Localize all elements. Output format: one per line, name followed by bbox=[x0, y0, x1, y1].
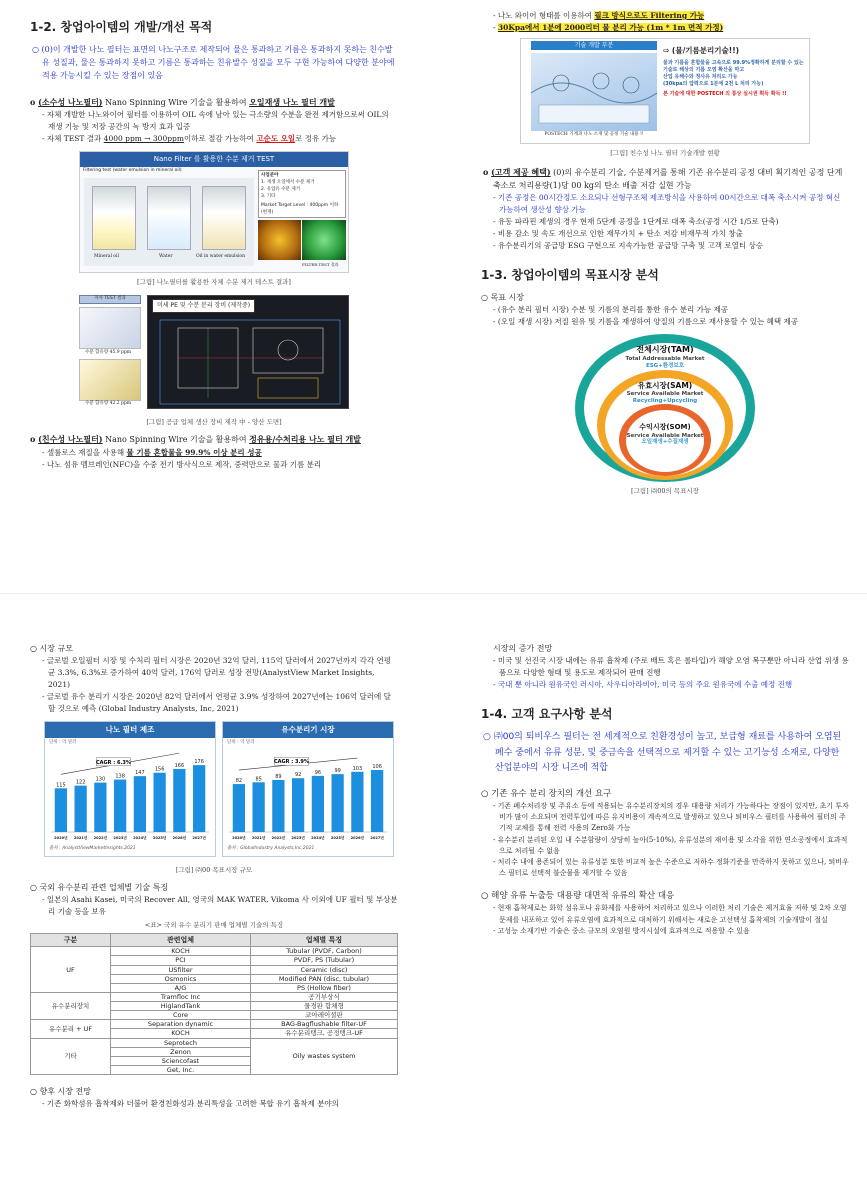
chart-tick-label: 2024년 bbox=[133, 836, 147, 841]
market-size-title: ○ 시장 규모 bbox=[30, 644, 73, 653]
outlook-sub: - 기존 화학섬유 흡착제와 더불어 환경친화성과 분리특성을 고려한 복합 유기 흡착제 분야의 bbox=[42, 1099, 339, 1109]
table-cell-category: UF bbox=[31, 947, 111, 993]
table-cell-feature: Oily wastes system bbox=[251, 1038, 398, 1075]
figure-3-bottom: POSTECH 기계과 나노 소재 및 공정 기술 내용 !! bbox=[544, 132, 644, 137]
chart-data-label: 176 bbox=[194, 759, 204, 766]
table-cell-company: KOCH bbox=[111, 947, 251, 956]
sea-spill-sub-1: - 현재 흡착제로는 화학 섬유포나 유화제를 사용하여 처리하고 있으나 이러한 처리 기술은 제거효율 저하 및 2차 오염문제를 내포하고 있어 유류오염에 효과적으로 대처하기 위해서는 새로운 고선택성 흡착제의 기술개발이 절실 bbox=[493, 904, 847, 924]
table-body bbox=[31, 947, 398, 1075]
table-cell-category: 유수분리 + UF bbox=[31, 1020, 111, 1038]
market-size-sub-1: - 글로벌 오일필터 시장 및 수처리 필터 시장은 2020년 32억 달러, 115억 달러에서 2027년까지 각각 연평균 3.3%, 6.3%로 증가하여 40억 달러, 176억 달러로 성장 전망(AnalystView Market Insights, 2021) bbox=[42, 656, 392, 690]
intro-paragraph: ○ (0)이 개발한 나노 필터는 표면의 나노구조로 제작되어 물은 통과하고 기름은 통과하지 못하는 친수발유 성질과, 물은 통과하지 못하고 기름은 통과하는 친유발수 성질을 모두 구현 가능하여 다양한 분야에 적용 가능시킬 수 있는 장점이 있음 bbox=[32, 44, 395, 80]
som-title: 수익시장(SOM) bbox=[639, 423, 691, 432]
top-right-column bbox=[481, 10, 849, 500]
hydrophilic-sub-2: - 나노 섬유 멤브레인(NFC)을 수중 전기 방사식으로 제작, 중력만으로 물과 기름 분리 bbox=[42, 459, 322, 469]
outlook-sub-2: - 국내 뿐 아니라 원유국인 러시아, 사우디아라비아, 미국 등의 주요 원유국에 수출 예정 진행 bbox=[493, 680, 793, 690]
chart-panel-nanofilter bbox=[44, 721, 216, 857]
caption-figure-1: [그림] 나노필터를 활용한 자체 수분 제거 테스트 결과] bbox=[137, 278, 291, 287]
overseas-company-table bbox=[30, 933, 398, 1076]
figure-1-subtitle: Filtering test (water emulsion in mineral oil) bbox=[83, 168, 182, 174]
table-cell-feature: Ceramic (disc) bbox=[251, 965, 398, 974]
beaker-mineral-oil bbox=[92, 186, 136, 250]
chart-data-label: 130 bbox=[95, 776, 106, 783]
hydrophobic-sub-2: - 자체 TEST 결과 4000 ppm → 300ppm이하로 절감 가능하여 고순도 오일로 정유 가능 bbox=[42, 134, 337, 144]
label-water: Water bbox=[159, 254, 173, 260]
table-cell-feature: Tubular (PVDF, Carbon) bbox=[251, 947, 398, 956]
table-cell-category: 기타 bbox=[31, 1038, 111, 1075]
section-heading-1-3: 1-3. 창업아이템의 목표시장 분석 bbox=[481, 268, 659, 283]
table-header-row bbox=[31, 933, 398, 947]
chart-bar bbox=[253, 782, 265, 832]
chart-2-title: 유수분리기 시장 bbox=[223, 722, 393, 738]
improvement-title: ○ 기존 유수 분리 장치의 개선 요구 bbox=[481, 789, 612, 800]
filter-test-label: FILTER TEST 결과 bbox=[302, 262, 339, 268]
table-row bbox=[31, 947, 398, 956]
membrane-illustration bbox=[531, 53, 657, 131]
sea-spill-title: ○ 해양 유류 누출등 대용량 대면적 유류의 확산 대응 bbox=[481, 891, 675, 902]
bottom-right-column bbox=[481, 642, 849, 937]
table-cell-company: PCI bbox=[111, 956, 251, 965]
chart-bar bbox=[173, 769, 185, 832]
bullet-customer-benefit: o (고객 제공 혜택) (0)의 유수분리 기술, 수분제거를 통해 기존 유수분리 공정 대비 획기적인 공정 단계 축소로 처리용량(1)당 00 kg의 탄소 배출 저감 실현 가능 bbox=[483, 167, 843, 191]
table-row bbox=[31, 992, 398, 1001]
chart-tick-label: 2022년 bbox=[93, 836, 108, 841]
test-result-panel bbox=[79, 295, 141, 409]
chart-bar bbox=[371, 770, 383, 832]
table-cell-company: Seprotech bbox=[111, 1038, 251, 1047]
figure-3-title: 기술 개발 부분 bbox=[531, 41, 657, 50]
benefit-sub-2: - 유동 파라핀 제생의 경우 현재 5단계 공정을 1단계로 대폭 축소(공정 시간 1/5로 단축) bbox=[493, 217, 779, 227]
chart-tick-label: 2022년 bbox=[271, 836, 286, 841]
chart-tick-label: 2026년 bbox=[350, 836, 365, 841]
label-emulsion: Oil in water emulsion bbox=[196, 254, 245, 260]
table-cell-feature: 유수분리탱크, 공정탱크-UF bbox=[251, 1029, 398, 1038]
cad-drawing-title: 미세 PE 및 수분 분리 장비 (제작중) bbox=[152, 299, 255, 312]
chart-2-svg bbox=[223, 738, 393, 844]
chart-bar bbox=[351, 772, 363, 832]
beaker-water bbox=[147, 186, 191, 250]
outlook-continued: 시장의 증가 전망 bbox=[493, 644, 553, 653]
sam-title: 유효시장(SAM) bbox=[637, 381, 693, 391]
tam-sam-som-diagram bbox=[575, 334, 755, 482]
benefit-sub-3: - 비용 감소 및 속도 개선으로 인한 재무가치 + 탄소 저감 비재무적 가치 창출 bbox=[493, 229, 743, 239]
chart-bar bbox=[272, 780, 284, 832]
tam-note: ESG+환경보호 bbox=[645, 363, 685, 370]
table-cell-feature: 물경판 합체형 bbox=[251, 1002, 398, 1011]
caption-figure-5: [그림] ㈜00 목표시장 규모 bbox=[175, 866, 253, 875]
customer-intro: ○ ㈜00의 퇴비우스 필터는 전 세계적으로 친환경성이 높고, 보급형 재료를 사용하여 오염된 폐수 중에서 유류 성분, 및 중금속을 선택적으로 제거할 수 있는 고기능성 소재로, 다양한 산업분야의 시장 니즈에 적합 bbox=[483, 731, 842, 774]
table-cell-category: 유수분리장치 bbox=[31, 992, 111, 1019]
table-cell-company: HiglandTank bbox=[111, 1002, 251, 1011]
chart-1-title: 나노 필터 제조 bbox=[45, 722, 215, 738]
table-cell-feature: PS (Hollow fiber) bbox=[251, 983, 398, 992]
table-cell-feature: 코아레이셜판 bbox=[251, 1011, 398, 1020]
table-cell-company: Separation dynamic bbox=[111, 1020, 251, 1029]
cad-drawing bbox=[158, 318, 342, 406]
chart-data-label: 85 bbox=[255, 776, 262, 783]
improvement-sub-3: - 처리수 내에 용존되어 있는 유류성분 또한 비교적 높은 수준으로 저하수 정화기준을 만족하지 못하고 있으나, 퇴비우스 필터로 선택적 불순물을 제거할 수 있음 bbox=[493, 857, 849, 878]
table-caption: <표> 국외 유수 분리기 판매 업체별 기술의 특징 bbox=[144, 921, 284, 930]
chart-tick-label: 2020년 bbox=[232, 836, 246, 841]
bullet-hydrophobic-title: o (소수성 나노필터) Nano Spinning Wire 기술을 활용하여 오일재생 나노 필터 개발 bbox=[30, 97, 335, 108]
chart-bar bbox=[55, 788, 67, 832]
chart-tick-label: 2020년 bbox=[54, 836, 68, 841]
beaker-photos bbox=[84, 178, 254, 266]
table-header-company: 관련업체 bbox=[111, 933, 251, 947]
improvement-sub-2: - 유수분리 분리된 오일 내 수분함량이 상당히 높아(5-10%), 유류성분의 재이용 및 소각을 위한 연소공정에서 효과적으로 처리될 수 없음 bbox=[493, 835, 848, 855]
chart-bar bbox=[154, 773, 166, 832]
table-cell-company: Get, Inc. bbox=[111, 1065, 251, 1074]
chart-data-label: 82 bbox=[235, 778, 243, 785]
test-value-2: 수분 함유량 42.2 ppm bbox=[85, 401, 132, 407]
top-left-column bbox=[30, 14, 398, 471]
right-line-1: - 나노 와이어 형태를 이용하여 필크 방식으로도 Filtering 가능 bbox=[493, 11, 705, 20]
som-note: 오일재생+수질재생 bbox=[641, 439, 689, 446]
table-cell-feature: 공기부상식 bbox=[251, 992, 398, 1001]
chart-tick-label: 2024년 bbox=[311, 836, 325, 841]
table-cell-company: Sciencofast bbox=[111, 1056, 251, 1065]
chart-1-svg bbox=[45, 738, 215, 844]
chart-tick-label: 2025년 bbox=[152, 836, 167, 841]
chart-2-source: 출처 : GlobalIndustry Analysts,Inc,2021 bbox=[227, 846, 315, 852]
chart-bar bbox=[75, 786, 87, 832]
section-heading-1-2: 1-2. 창업아이템의 개발/개선 목적 bbox=[30, 20, 213, 34]
test-result-title: 자사 TEST 결과 bbox=[79, 295, 141, 304]
chart-bar bbox=[312, 776, 324, 832]
bullet-hydrophilic-title: o (친수성 나노필터) Nano Spinning Wire 기술을 활용하여 정유용/수처리용 나노 필터 개발 bbox=[30, 434, 361, 445]
chart-2-unit: 단위 : 억 달러 bbox=[227, 740, 255, 746]
figure-water-removal-test bbox=[79, 151, 349, 273]
chart-bar bbox=[94, 783, 106, 832]
market-size-sub-2: - 글로벌 유수 분리기 시장은 2020년 82억 달러에서 연평균 3.9% 성장하여 2027년에는 106억 달러에 달할 것으로 예측 (Global Industry Analysts, Inc, 2021) bbox=[42, 692, 391, 714]
chart-data-label: 115 bbox=[56, 782, 66, 789]
table-row bbox=[31, 1038, 398, 1047]
sam-note: Recycling+Upcycling bbox=[632, 398, 698, 405]
overseas-title: ○ 국외 유수분리 관련 업체별 기술 특징 bbox=[30, 883, 169, 893]
hydrophobic-sub-1: - 자체 개발한 나노와이어 필터를 이용하여 OIL 속에 남아 있는 극소량의 수분을 완전 제거함으로써 OIL의 재생 기능 및 저장 공간의 녹 방지 효과 입증 bbox=[42, 110, 389, 132]
filter-micro-photo-2 bbox=[302, 220, 346, 260]
chart-tick-label: 2021년 bbox=[251, 836, 266, 841]
chart-data-label: 92 bbox=[294, 772, 302, 779]
chart-data-label: 147 bbox=[135, 770, 145, 777]
sea-spill-sub-2: - 고성능 소재기반 기술은 중소 규모의 오염원 방지시설에 효과적으로 적용할 수 있음 bbox=[493, 926, 750, 935]
test-photo-2 bbox=[79, 359, 141, 401]
chart-data-label: 99 bbox=[334, 768, 341, 775]
table-cell-feature: PVDF, PS (Tubular) bbox=[251, 956, 398, 965]
chart-bar bbox=[134, 776, 146, 832]
chart-1-source: 출처 : AnalystViewMarketInsights,2021 bbox=[49, 846, 136, 852]
right-line-2: - 30Kpa에서 1분에 2000리터 물 분리 가능 (1m * 1m 면적 가정) bbox=[493, 23, 724, 32]
benefit-sub-4: - 유수분리기의 공급망 ESG 구현으로 지속가능한 공급망 구축 및 고객 로열티 상승 bbox=[493, 241, 763, 251]
filter-micro-photo-1 bbox=[258, 220, 301, 260]
chart-tick-label: 2026년 bbox=[172, 836, 187, 841]
outlook-title: ○ 향후 시장 전망 bbox=[30, 1087, 91, 1097]
label-mineral-oil: Mineral oil bbox=[94, 254, 119, 260]
table-cell-company: Osmonics bbox=[111, 974, 251, 983]
caption-figure-2: [그림] 공급 업체 생산 장비 제작 中 - 양산 도면] bbox=[146, 418, 282, 427]
table-header-category: 구분 bbox=[31, 933, 111, 947]
figure-equipment bbox=[79, 295, 349, 413]
figure-tech-development bbox=[520, 38, 810, 144]
bottom-left-column bbox=[30, 642, 398, 1110]
outlook-sub-1: - 미국 및 선진국 시장 내에는 유류 흡착제 (주로 배트 혹은 롤타입)가 해양 오염 복구뿐만 아니라 산업 위생 용품으로 다양한 형태 및 용도로 제작되어 판매 진행 bbox=[493, 656, 849, 678]
target-market-title: ○ 목표 시장 bbox=[481, 293, 524, 303]
chart-1-unit: 단위 : 억 달러 bbox=[49, 740, 77, 746]
improvement-sub-1: - 기존 폐수처리장 및 주유소 등에 적용되는 유수분리장치의 경우 대용량 처리가 가능하다는 장점이 있지만, 초기 투자비가 많이 소요되며 전력투입에 따른 유지비용이 계속적으로 발생하고 있으나 퇴비우스 필터를 사용하여 필터의 주기적 교체를 통해 전력 사용의 Zero화 가능 bbox=[493, 802, 849, 833]
section-heading-1-4: 1-4. 고객 요구사항 분석 bbox=[481, 707, 613, 722]
benefit-sub-1: - 기존 공정은 00시간정도 소요되나 선형구조체 제조방식을 사용하여 00시간으로 대폭 축소시켜 공정 혁신 가능하여 생산성 향상 가능 bbox=[493, 193, 841, 215]
table-cell-company: KOCH bbox=[111, 1029, 251, 1038]
tam-title: 전체시장(TAM) bbox=[636, 345, 694, 355]
hydrophilic-sub-1: - 셀룰로스 재질을 사용해 물 기름 혼합물을 99.9% 이상 분리 성공 bbox=[42, 447, 262, 457]
som-subtitle: Service Available Market bbox=[626, 433, 704, 440]
business-field-box: 사업분야 1. 재생 오일에서 수분 제거 2. 유압유 수분 제거 3. 기타 Market Target Level : 400ppm 이하(현재) bbox=[258, 170, 346, 218]
figure-3-description: ⇨ (물/기름분리기술!!) 물과 기름을 혼합물을 고속으로 99.9%정확하게 분리할 수 있는 기술로 해상의 기름 오염 확산을 막고 산업 유해수와 정사유 처리도 가능 (30kpa의 압력으로 1분에 2천 L 처리 가능) 본 기술에 대한 POSTECH 의 통상 실시권 획득 확득 !! bbox=[663, 46, 804, 97]
chart-data-label: 106 bbox=[372, 764, 382, 771]
chart-data-label: 156 bbox=[154, 766, 165, 773]
table-cell-company: Core bbox=[111, 1011, 251, 1020]
chart-panel-separator bbox=[222, 721, 394, 857]
target-sub-2: - (오일 재생 시장) 저질 원유 및 기름을 재생하여 양질의 기름으로 재사용할 수 있는 혜택 제공 bbox=[493, 317, 798, 327]
chart-data-label: 166 bbox=[174, 763, 185, 770]
table-cell-company: USfilter bbox=[111, 965, 251, 974]
chart-data-label: 138 bbox=[115, 773, 125, 780]
table-cell-company: Zenon bbox=[111, 1047, 251, 1056]
chart-data-label: 103 bbox=[352, 765, 363, 772]
chart-bar bbox=[114, 780, 126, 832]
table-cell-company: A/G bbox=[111, 983, 251, 992]
sam-subtitle: Service Available Market bbox=[626, 391, 704, 398]
chart-tick-label: 2025년 bbox=[330, 836, 345, 841]
table-header-feature: 업체별 특징 bbox=[251, 933, 398, 947]
figure-1-title: Nano Filter 를 활용한 수분 제거 TEST bbox=[80, 152, 348, 167]
test-photo-1 bbox=[79, 307, 141, 349]
chart-bar bbox=[193, 765, 205, 832]
test-value-1: 수분 함유량 45.9 ppm bbox=[85, 350, 132, 356]
chart-bar bbox=[332, 774, 344, 832]
overseas-sub: - 일본의 Asahi Kasei, 미국의 Recover All, 영국의 MAK WATER, Vikoma 사 이외에 UF 필터 및 부상분리 기술 등을 보유 bbox=[42, 895, 398, 917]
chart-bar bbox=[292, 778, 304, 832]
table-cell-feature: Modified PAN (disc, tubular) bbox=[251, 974, 398, 983]
chart-tick-label: 2021년 bbox=[73, 836, 88, 841]
cagr-label: CAGR : 3.9% bbox=[274, 759, 309, 766]
table-cell-company: Tramfloc Inc bbox=[111, 992, 251, 1001]
cad-drawing-panel bbox=[147, 295, 349, 409]
page-bottom bbox=[0, 593, 867, 1186]
market-size-charts bbox=[44, 721, 394, 861]
caption-figure-3: [그림] 친수성 나노 필터 기술개발 현황 bbox=[610, 149, 720, 157]
chart-tick-label: 2023년 bbox=[113, 836, 127, 841]
beaker-emulsion bbox=[202, 186, 246, 250]
chart-data-label: 96 bbox=[314, 770, 322, 777]
chart-bar bbox=[233, 784, 245, 832]
caption-figure-4: [그림] ㈜00의 목표시장 bbox=[631, 487, 699, 496]
table-row bbox=[31, 1020, 398, 1029]
membrane-drawing bbox=[531, 53, 657, 131]
chart-data-label: 89 bbox=[275, 774, 282, 781]
chart-data-label: 122 bbox=[75, 779, 86, 786]
table-cell-feature: BAG-Bagflushable filter-UF bbox=[251, 1020, 398, 1029]
tam-subtitle: Total Addressable Market bbox=[625, 356, 705, 363]
chart-tick-label: 2027년 bbox=[192, 836, 206, 841]
target-sub-1: - (유수 분리 필터 시장) 수분 및 기름의 분리를 통한 유수 분리 가능 제공 bbox=[493, 305, 728, 315]
chart-tick-label: 2023년 bbox=[291, 836, 305, 841]
cagr-label: CAGR : 6.3% bbox=[96, 760, 131, 767]
chart-tick-label: 2027년 bbox=[370, 836, 384, 841]
